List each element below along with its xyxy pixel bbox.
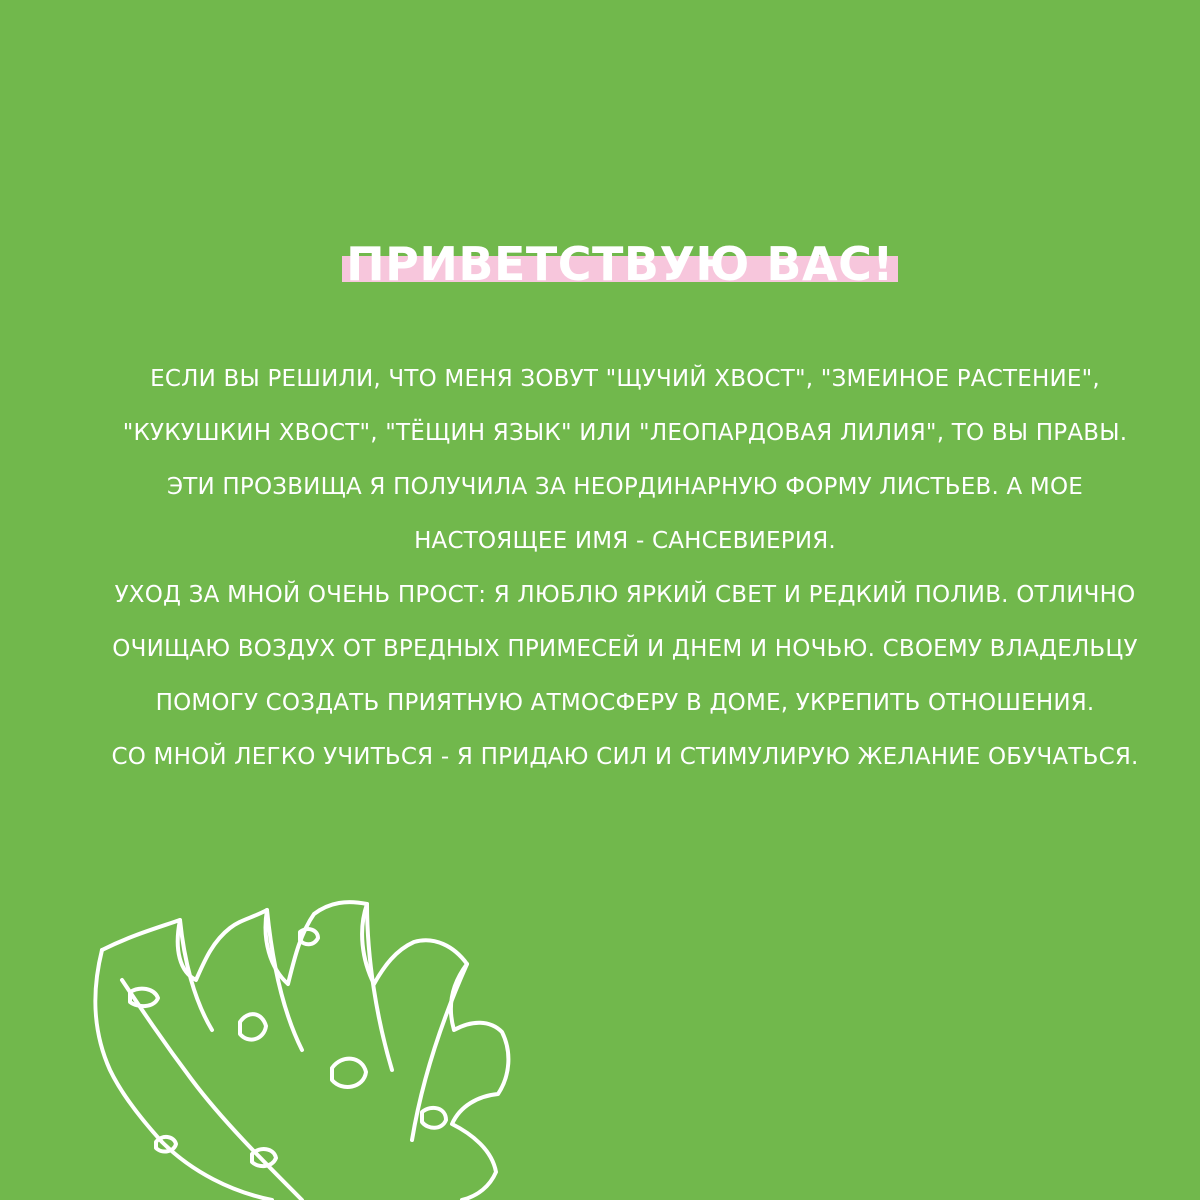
leaf-outline-left: [95, 950, 272, 1200]
body-text: [100, 352, 1150, 784]
paragraph-nicknames: ЕСЛИ ВЫ РЕШИЛИ, ЧТО МЕНЯ ЗОВУТ "ЩУЧИЙ ХВОСТ", "ЗМЕИНОЕ РАСТЕНИЕ", "КУКУШКИН ХВОСТ", "ТЁЩИН ЯЗЫК" ИЛИ "ЛЕОПАРДОВАЯ ЛИЛИЯ", ТО ВЫ ПРАВЫ. ЭТИ ПРОЗВИЩА Я ПОЛУЧИЛА ЗА НЕОРДИНАРНУЮ ФОРМУ ЛИСТЬЕВ. А МОЕ НАСТОЯЩЕЕ ИМЯ - САНСЕВИЕРИЯ.: [122, 366, 1128, 554]
page-title: [342, 232, 898, 296]
leaf-vein-3: [367, 904, 392, 1070]
monstera-leaf-icon: [62, 880, 522, 1200]
page-title-text: ПРИВЕТСТВУЮ ВАС!: [346, 237, 894, 291]
paragraph-care: УХОД ЗА МНОЙ ОЧЕНЬ ПРОСТ: Я ЛЮБЛЮ ЯРКИЙ СВЕТ И РЕДКИЙ ПОЛИВ. ОТЛИЧНО ОЧИЩАЮ ВОЗДУХ ОТ ВРЕДНЫХ ПРИМЕСЕЙ И ДНЕМ И НОЧЬЮ. СВОЕМУ ВЛАДЕЛЬЦУ ПОМОГУ СОЗДАТЬ ПРИЯТНУЮ АТМОСФЕРУ В ДОМЕ, УКРЕПИТЬ ОТНОШЕНИЯ.: [112, 582, 1138, 716]
leaf-vein-1: [180, 920, 212, 1030]
paragraph-learning: СО МНОЙ ЛЕГКО УЧИТЬСЯ - Я ПРИДАЮ СИЛ И СТИМУЛИРУЮ ЖЕЛАНИЕ ОБУЧАТЬСЯ.: [111, 744, 1139, 770]
leaf-hole-3: [332, 1059, 366, 1087]
title-block: [0, 232, 1200, 296]
leaf-midrib: [122, 980, 302, 1200]
leaf-outline-top: [102, 902, 508, 1200]
leaf-hole-2: [240, 1014, 266, 1039]
leaf-hole-6: [422, 1108, 446, 1128]
